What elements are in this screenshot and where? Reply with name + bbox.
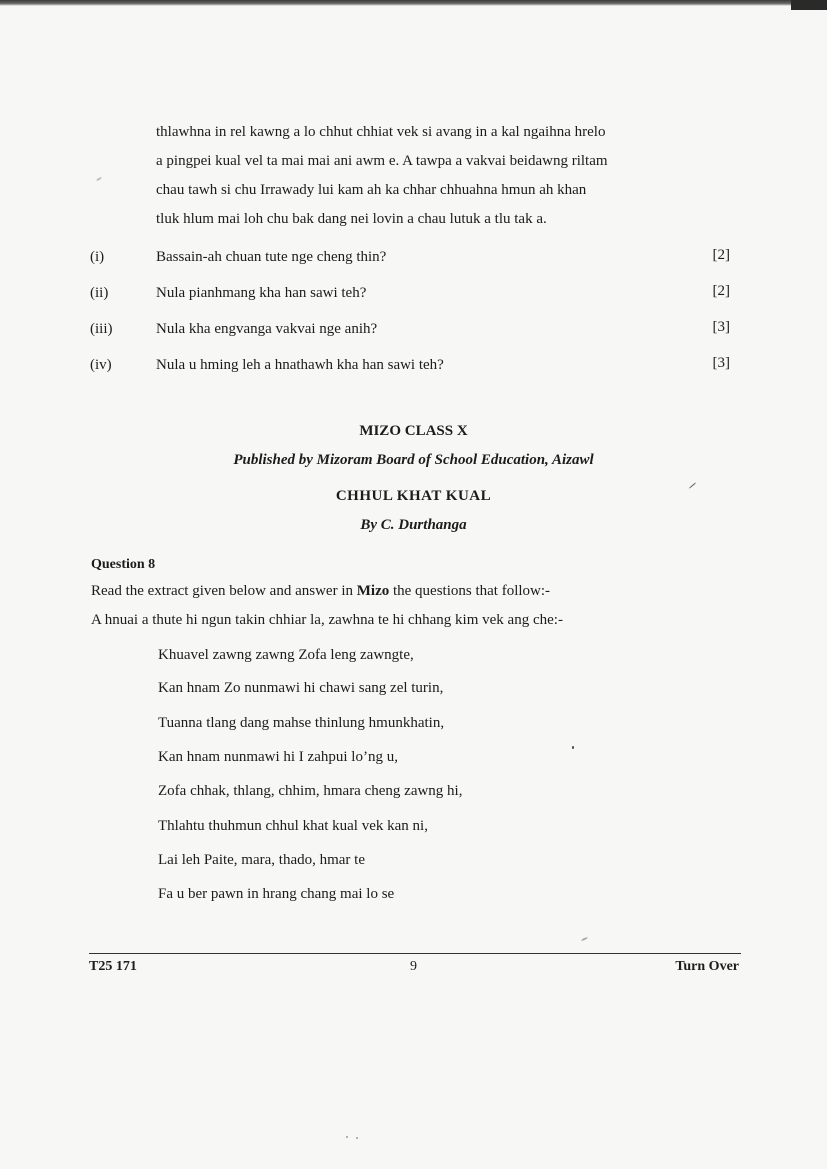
question-8-intro: A hnuai a thute hi ngun takin chhiar la, zawhna te hi chhang kim vek ang che:- xyxy=(91,612,563,628)
class-title: MIZO CLASS X xyxy=(359,423,468,439)
extract-line: tluk hlum mai loh chu bak dang nei lovin a chau lutuk a tlu tak a. xyxy=(156,211,547,227)
question-text: Nula kha engvanga vakvai nge anih? xyxy=(156,321,378,337)
question-number: (iii) xyxy=(90,321,113,337)
footer-rule xyxy=(89,953,741,954)
question-text: Nula u hming leh a hnathawh kha han sawi teh? xyxy=(156,357,444,373)
scan-mark xyxy=(346,1136,348,1138)
scan-mark xyxy=(572,746,574,749)
scan-mark xyxy=(581,937,588,942)
publisher-line: Published by Mizoram Board of School Education, Aizawl xyxy=(233,452,594,468)
question-text: Nula pianhmang kha han sawi teh? xyxy=(156,285,367,301)
poem-line: Kan hnam Zo nunmawi hi chawi sang zel turin, xyxy=(158,680,444,696)
question-8-heading: Question 8 xyxy=(91,557,156,572)
paper-code: T25 171 xyxy=(89,959,137,974)
question-text: Bassain-ah chuan tute nge cheng thin? xyxy=(156,249,387,265)
poem-line: Khuavel zawng zawng Zofa leng zawngte, xyxy=(158,647,414,663)
question-number: (ii) xyxy=(90,285,109,301)
question-marks: [3] xyxy=(712,319,730,335)
poem-title: CHHUL KHAT KUAL xyxy=(335,488,492,504)
scan-mark xyxy=(356,1137,358,1139)
question-number: (i) xyxy=(90,249,105,265)
scan-mark xyxy=(96,177,102,182)
extract-line: thlawhna in rel kawng a lo chhut chhiat vek si avang in a kal ngaihna hrelo xyxy=(156,124,606,140)
poem-line: Tuanna tlang dang mahse thinlung hmunkhatin, xyxy=(158,715,445,731)
extract-line: chau tawh si chu Irrawady lui kam ah ka chhar chhuahna hmun ah khan xyxy=(156,182,587,198)
question-marks: [2] xyxy=(712,247,730,263)
question-8-instruction xyxy=(91,582,550,600)
poem-line: Lai leh Paite, mara, thado, hmar te xyxy=(158,852,366,868)
turn-over-label: Turn Over xyxy=(675,959,739,974)
instruction-suffix: the questions that follow:- xyxy=(389,583,551,599)
question-marks: [2] xyxy=(712,283,730,299)
instruction-prefix: Read the extract given below and answer in xyxy=(91,583,357,599)
instruction-language: Mizo xyxy=(356,583,390,599)
extract-line: a pingpei kual vel ta mai mai ani awm e. A tawpa a vakvai beidawng riltam xyxy=(156,153,608,169)
poem-line: Zofa chhak, thlang, chhim, hmara cheng zawng hi, xyxy=(158,783,463,799)
poem-line: Thlahtu thuhmun chhul khat kual vek kan ni, xyxy=(158,818,428,834)
page-number: 9 xyxy=(410,959,417,974)
poem-line: Kan hnam nunmawi hi I zahpui lo’ng u, xyxy=(158,749,398,765)
question-number: (iv) xyxy=(90,357,112,373)
poem-author: By C. Durthanga xyxy=(360,517,467,533)
poem-line: Fa u ber pawn in hrang chang mai lo se xyxy=(158,886,395,902)
question-marks: [3] xyxy=(712,355,730,371)
